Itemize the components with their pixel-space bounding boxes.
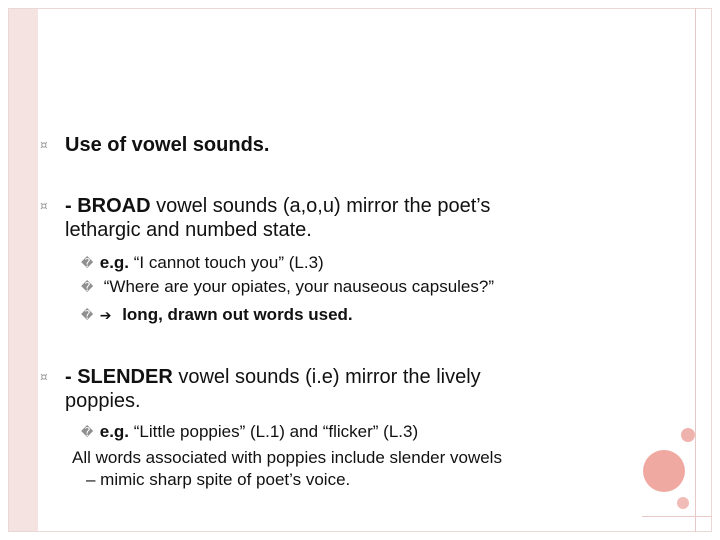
sub-item <box>81 276 621 304</box>
decorative-circle-large <box>643 450 685 492</box>
bullet-text-vowel-sounds <box>65 133 269 157</box>
decorative-circle-small-top <box>681 428 695 442</box>
sub-item-text: “Little poppies” (L.1) and “flicker” (L.3) <box>129 422 419 441</box>
note-line1: All words associated with poppies include slender vowels <box>72 448 502 467</box>
sub-item <box>81 304 621 328</box>
bullet-icon: ¤ <box>40 138 48 152</box>
sub-bullet-icon: � <box>81 425 94 439</box>
sub-item <box>81 252 621 276</box>
sub-bullet-icon: � <box>81 280 94 294</box>
eg-label: e.g. <box>99 422 130 441</box>
sub-item-text: “I cannot touch you” (L.3) <box>129 253 324 272</box>
broad-text-line2: lethargic and numbed state. <box>65 219 312 241</box>
sub-item-bold-text: long, drawn out words used. <box>122 305 353 324</box>
bullet-icon: ¤ <box>40 199 48 213</box>
broad-label: - BROAD <box>65 195 151 217</box>
bullet-heading: Use of vowel sounds. <box>65 134 270 156</box>
slender-label: - SLENDER <box>65 366 173 388</box>
decorative-circle-small-bottom <box>677 497 689 509</box>
bottom-decorative-line <box>642 516 712 517</box>
slender-note <box>72 447 632 491</box>
sub-bullet-icon: � <box>81 256 94 270</box>
slender-sub-list <box>81 421 621 443</box>
sub-bullet-icon: � <box>81 308 94 322</box>
bullet-text-slender <box>65 365 625 413</box>
arrow-icon: ➔ <box>99 308 112 324</box>
slender-text-line1: vowel sounds (i.e) mirror the lively <box>172 366 481 388</box>
note-line2: – mimic sharp spite of poet’s voice. <box>86 470 351 489</box>
right-decorative-line <box>695 8 696 532</box>
broad-sub-list <box>81 252 621 328</box>
sub-item-text: “Where are your opiates, your nauseous capsules?” <box>103 277 494 296</box>
slender-text-line2: poppies. <box>65 390 141 412</box>
bullet-text-broad <box>65 194 625 242</box>
sub-item <box>81 421 621 443</box>
bullet-icon: ¤ <box>40 370 48 384</box>
broad-text-line1: vowel sounds (a,o,u) mirror the poet’s <box>150 195 491 217</box>
eg-label: e.g. <box>99 253 130 272</box>
